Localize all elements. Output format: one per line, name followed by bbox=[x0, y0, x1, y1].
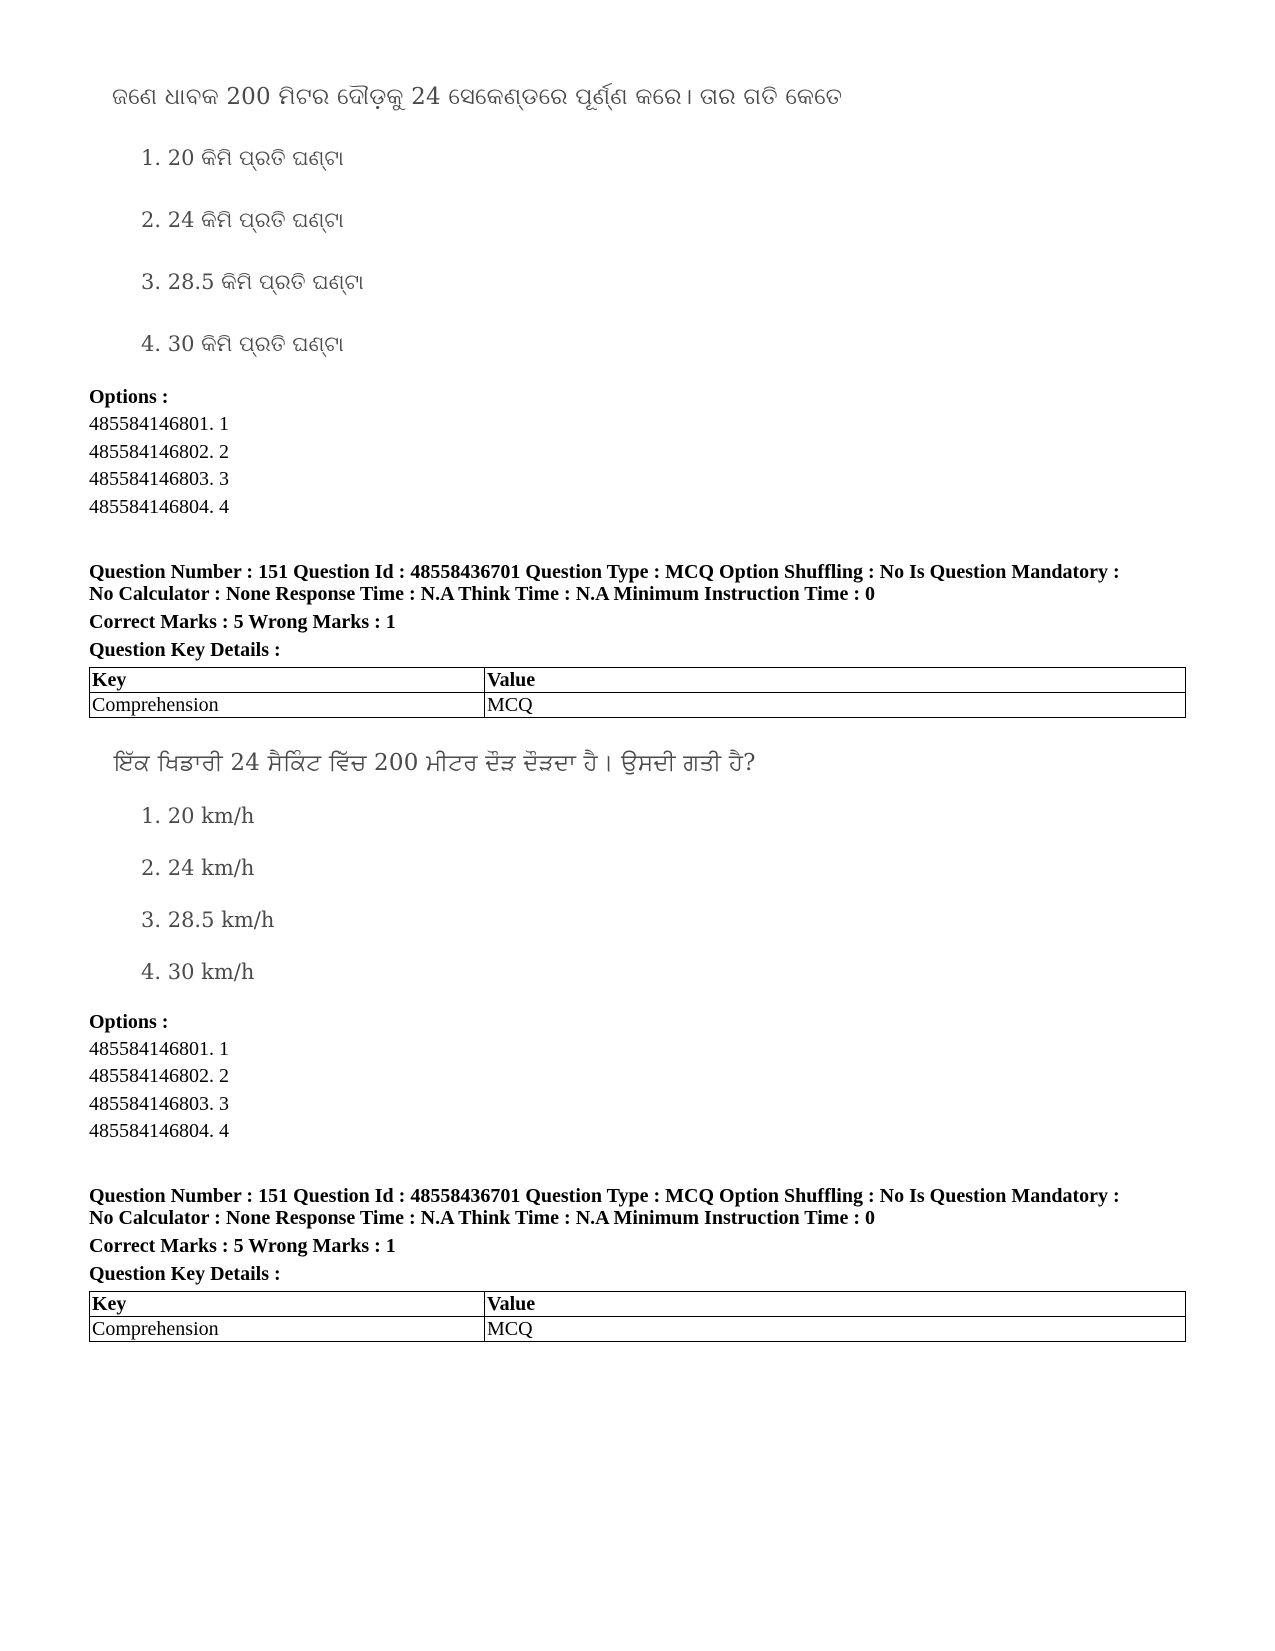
table-row bbox=[90, 693, 1186, 718]
table-header-row bbox=[90, 668, 1186, 693]
table-cell-value: MCQ bbox=[485, 693, 1186, 718]
answer-choice-3: 3. 28.5 କିମି ପ୍ରତି ଘଣ୍ଟା bbox=[141, 270, 364, 294]
table-header-value: Value bbox=[485, 668, 1186, 693]
key-details-heading: Question Key Details : bbox=[89, 639, 281, 661]
option-id-line: 485584146803. 3 bbox=[89, 468, 229, 490]
question-stem-odia: ଜଣେ ଧାବକ 200 ମିଟର ଦୌଡ଼କୁ 24 ସେକେଣ୍ଡରେ ପୂର୍ଣ୍ଣ କରେ। ତାର ଗତି କେତେ bbox=[112, 84, 843, 110]
answer-choice-1: 1. 20 କିମି ପ୍ରତି ଘଣ୍ଟା bbox=[141, 146, 344, 170]
answer-choice-3: 3. 28.5 km/h bbox=[141, 908, 275, 932]
marks-line: Correct Marks : 5 Wrong Marks : 1 bbox=[89, 611, 396, 633]
option-id-line: 485584146801. 1 bbox=[89, 413, 229, 435]
options-heading: Options : bbox=[89, 386, 169, 408]
option-id-line: 485584146802. 2 bbox=[89, 1065, 229, 1087]
answer-choice-2: 2. 24 km/h bbox=[141, 856, 255, 880]
question-stem-punjabi: ਇੱਕ ਖਿਡਾਰੀ 24 ਸੈਕਿੰਟ ਵਿੱਚ 200 ਮੀਟਰ ਦੌੜ ਦੌੜਦਾ ਹੈ। ਉਸਦੀ ਗਤੀ ਹੈ? bbox=[114, 750, 756, 776]
question-meta-line: No Calculator : None Response Time : N.A Think Time : N.A Minimum Instruction Time : 0 bbox=[89, 583, 875, 605]
table-header-row bbox=[90, 1292, 1186, 1317]
table-row bbox=[90, 1317, 1186, 1342]
key-details-heading: Question Key Details : bbox=[89, 1263, 281, 1285]
question-key-table bbox=[89, 1291, 1186, 1342]
table-header-value: Value bbox=[485, 1292, 1186, 1317]
question-key-table bbox=[89, 667, 1186, 718]
answer-choice-4: 4. 30 km/h bbox=[141, 960, 255, 984]
table-cell-key: Comprehension bbox=[90, 693, 485, 718]
question-meta-line: No Calculator : None Response Time : N.A Think Time : N.A Minimum Instruction Time : 0 bbox=[89, 1207, 875, 1229]
option-id-line: 485584146801. 1 bbox=[89, 1038, 229, 1060]
question-meta-line: Question Number : 151 Question Id : 48558436701 Question Type : MCQ Option Shuffling : No Is Question Mandatory : bbox=[89, 1185, 1120, 1207]
answer-choice-1: 1. 20 km/h bbox=[141, 804, 255, 828]
marks-line: Correct Marks : 5 Wrong Marks : 1 bbox=[89, 1235, 396, 1257]
table-cell-value: MCQ bbox=[485, 1317, 1186, 1342]
answer-choice-2: 2. 24 କିମି ପ୍ରତି ଘଣ୍ଟା bbox=[141, 208, 344, 232]
answer-choice-4: 4. 30 କିମି ପ୍ରତି ଘଣ୍ଟା bbox=[141, 332, 344, 356]
question-meta-line: Question Number : 151 Question Id : 48558436701 Question Type : MCQ Option Shuffling : No Is Question Mandatory : bbox=[89, 561, 1120, 583]
table-header-key: Key bbox=[90, 1292, 485, 1317]
option-id-line: 485584146802. 2 bbox=[89, 441, 229, 463]
table-cell-key: Comprehension bbox=[90, 1317, 485, 1342]
option-id-line: 485584146804. 4 bbox=[89, 496, 229, 518]
option-id-line: 485584146803. 3 bbox=[89, 1093, 229, 1115]
option-id-line: 485584146804. 4 bbox=[89, 1120, 229, 1142]
table-header-key: Key bbox=[90, 668, 485, 693]
options-heading: Options : bbox=[89, 1011, 169, 1033]
